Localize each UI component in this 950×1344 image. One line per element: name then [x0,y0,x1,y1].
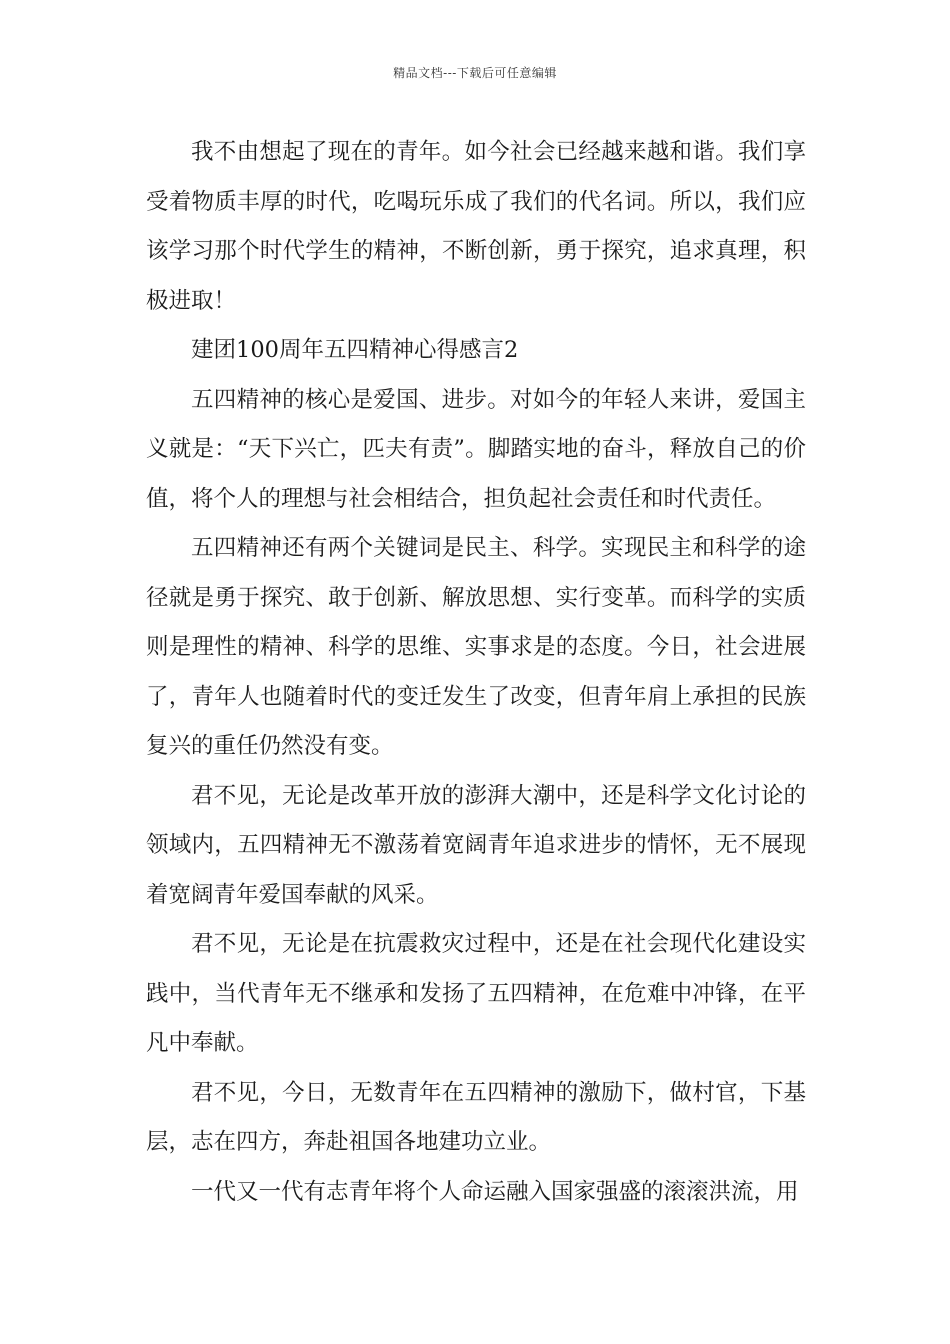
document-body [146,128,806,1217]
paragraph-7: 一代又一代有志青年将个人命运融入国家强盛的滚滚洪流，用 [191,1178,799,1205]
section-heading: 建团100周年五四精神心得感言2 [191,337,519,363]
paragraph-4: 君不见，无论是改革开放的澎湃大潮中，还是科学文化讨论的领域内，五四精神无不激荡着宽阔青年追求进步的情怀，无不展现着宽阔青年爱国奉献的风采。 [146,782,806,908]
paragraph-2: 五四精神的核心是爱国、进步。对如今的年轻人来讲，爱国主义就是：“天下兴亡，匹夫有责”。脚踏实地的奋斗，释放自己的价值，将个人的理想与社会相结合，担负起社会责任和时代责任。 [146,386,806,512]
paragraph-1: 我不由想起了现在的青年。如今社会已经越来越和谐。我们享受着物质丰厚的时代，吃喝玩乐成了我们的代名词。所以，我们应该学习那个时代学生的精神，不断创新，勇于探究，追求真理，积极进取！ [146,139,806,314]
paragraph-3: 五四精神还有两个关键词是民主、科学。实现民主和科学的途径就是勇于探究、敢于创新、解放思想、实行变革。而科学的实质则是理性的精神、科学的思维、实事求是的态度。今日，社会进展了，青年人也随着时代的变迁发生了改变，但青年肩上承担的民族复兴的重任仍然没有变。 [146,535,806,759]
page-header: 精品文档---下载后可任意编辑 [393,66,557,80]
paragraph-5: 君不见，无论是在抗震救灾过程中，还是在社会现代化建设实践中，当代青年无不继承和发扬了五四精神，在危难中冲锋，在平凡中奉献。 [146,931,806,1056]
paragraph-6: 君不见，今日，无数青年在五四精神的激励下，做村官，下基层，志在四方，奔赴祖国各地建功立业。 [146,1079,806,1155]
